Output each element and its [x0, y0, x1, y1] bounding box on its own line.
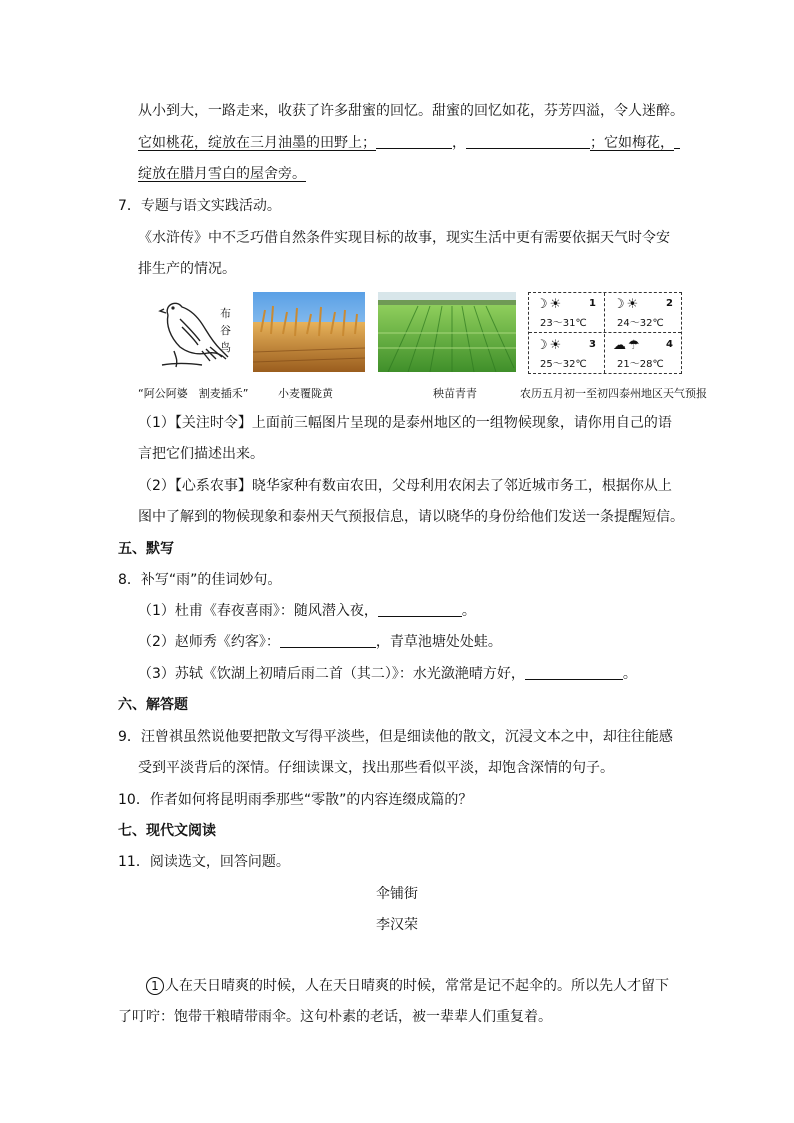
answer-blank[interactable]: [466, 134, 590, 149]
weather-forecast-panel: [528, 292, 682, 374]
article-para-1-line-1: 1 人在天日晴爽的时候，人在天日晴爽的时候，常常是记不起伞的。所以先人才留下: [146, 975, 669, 997]
q9-line-2: 受到平淡背后的深情。仔细读课文，找出那些看似平淡，却饱含深情的句子。: [138, 760, 614, 776]
wheat-field-image: [253, 292, 365, 372]
forecast-day-3: ☽☀ 3 25～32℃: [536, 338, 596, 370]
intro-line-1: 从小到大，一路走来，收获了许多甜蜜的回忆。甜蜜的回忆如花，芬芳四溢，令人迷醉。: [138, 103, 684, 119]
q7-title: 7．专题与语文实践活动。: [118, 198, 281, 214]
bird-label-char: 谷: [220, 324, 231, 337]
caption-cuckoo: “阿公阿婆 割麦插禾”: [138, 387, 249, 400]
article-title: 伞铺街: [376, 886, 418, 902]
article-para-1-line-2: 了叮咛：饱带干粮晴带雨伞。这句朴素的老话，被一辈辈人们重复着。: [118, 1009, 552, 1025]
underline-tail: [674, 134, 680, 149]
paragraph-number-badge: 1: [146, 977, 164, 995]
q9-line-1: 9．汪曾祺虽然说他要把散文写得平淡些，但是细读他的散文，沉浸文本之中，却往往能感: [118, 729, 673, 745]
cloud-rain-icon: ☁☂: [613, 338, 642, 353]
intro-line-2-b: ；它如梅花，: [590, 135, 674, 151]
rice-paddy-image: [378, 292, 516, 372]
answer-blank[interactable]: [376, 134, 452, 149]
moon-sun-icon: ☽☀: [536, 297, 564, 312]
bird-label-char: 布: [220, 307, 231, 320]
moon-sun-icon: ☽☀: [613, 297, 641, 312]
q7-sub2-line-2: 图中了解到的物候现象和泰州天气预报信息，请以晓华的身份给他们发送一条提醒短信。: [138, 509, 684, 525]
intro-separator: ，: [452, 135, 466, 151]
q11-title: 11．阅读选文，回答问题。: [118, 854, 290, 870]
section-5-title: 五、默写: [118, 541, 174, 557]
q7-sub2-line-1: （2）【心系农事】晓华家种有数亩农田，父母利用农闲去了邻近城市务工，根据你从上: [138, 478, 672, 494]
forecast-day-1: ☽☀ 1 23～31℃: [536, 297, 596, 329]
answer-blank[interactable]: [280, 633, 376, 648]
q8-item-3: （3）苏轼《饮湖上初晴后雨二首（其二）》：水光潋滟晴方好， 。: [138, 666, 637, 682]
section-7-title: 七、现代文阅读: [118, 823, 216, 839]
intro-line-2: [138, 132, 680, 154]
forecast-day-2: ☽☀ 2 24～32℃: [613, 297, 673, 329]
bird-label-char: 鸟: [220, 341, 231, 354]
q7-sub1-line-1: （1）【关注时令】上面前三幅图片呈现的是泰州地区的一组物候现象，请你用自己的语: [138, 415, 672, 431]
q7-desc-line-2: 排生产的情况。: [138, 261, 236, 277]
q8-item-2: （2）赵师秀《约客》： ，青草池塘处处蛙。: [138, 634, 502, 650]
caption-rice: 秧苗青青: [433, 387, 477, 400]
article-author: 李汉荣: [376, 917, 418, 933]
q10: 10．作者如何将昆明雨季那些“零散”的内容连缀成篇的？: [118, 792, 473, 808]
q8-item-1: （1）杜甫《春夜喜雨》：随风潜入夜， 。: [138, 603, 476, 619]
q7-sub1-line-2: 言把它们描述出来。: [138, 446, 264, 462]
answer-blank[interactable]: [378, 602, 462, 617]
answer-blank[interactable]: [525, 665, 623, 680]
intro-line-2-a: 它如桃花，绽放在三月油墨的田野上；: [138, 135, 376, 151]
moon-sun-icon: ☽☀: [536, 338, 564, 353]
q8-title: 8．补写“雨”的佳词妙句。: [118, 572, 282, 588]
cuckoo-bird-image: [154, 295, 242, 373]
caption-forecast: 农历五月初一至初四泰州地区天气预报: [520, 387, 707, 400]
intro-line-3: 绽放在腊月雪白的屋舍旁。: [138, 166, 306, 182]
forecast-day-4: ☁☂ 4 21～28℃: [613, 338, 673, 370]
q7-desc-line-1: 《水浒传》中不乏巧借自然条件实现目标的故事，现实生活中更有需要依据天气时令安: [138, 230, 670, 246]
section-6-title: 六、解答题: [118, 697, 188, 713]
caption-wheat: 小麦覆陇黄: [278, 387, 333, 400]
